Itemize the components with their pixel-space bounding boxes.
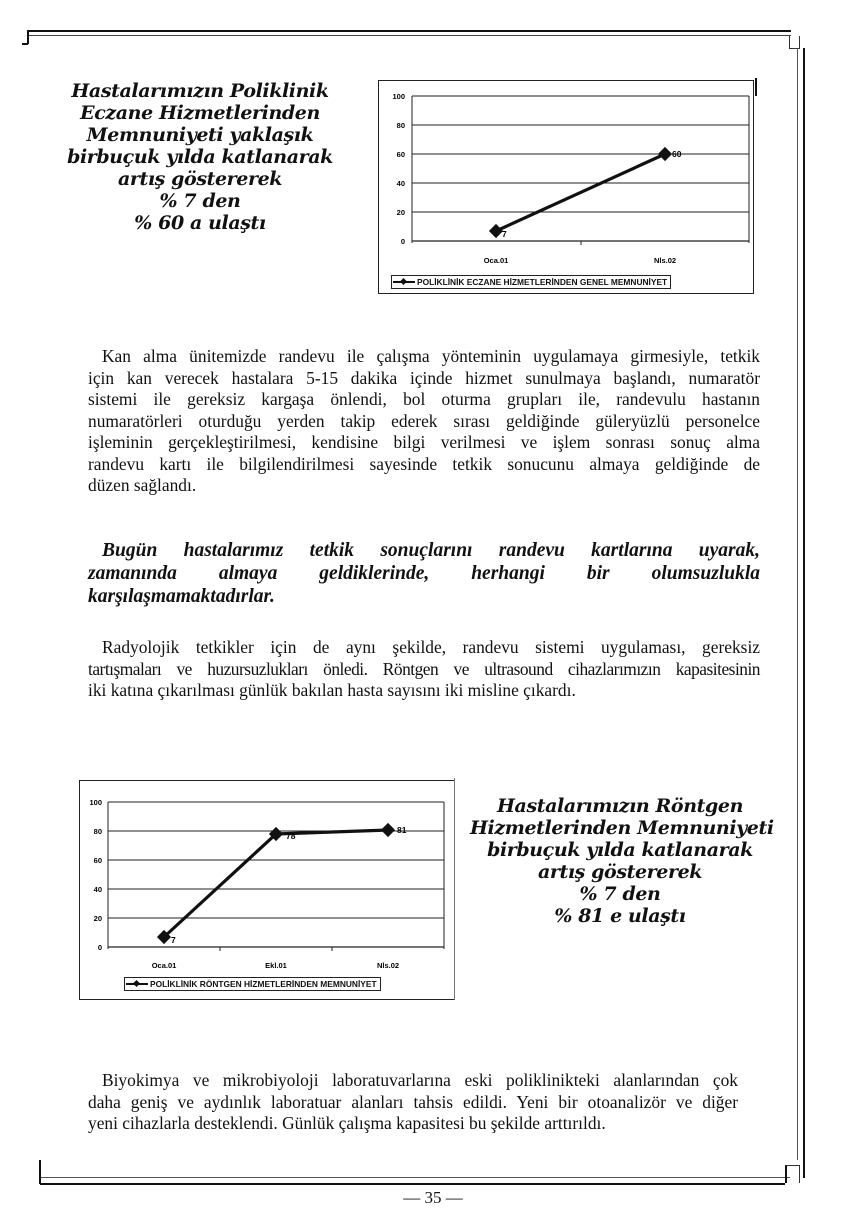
- svg-text:100: 100: [89, 798, 102, 807]
- legend-label: POLİKLİNİK RÖNTGEN HİZMETLERİNDEN MEMNUNİYET: [150, 979, 377, 989]
- text-line: karşılaşmamaktadırlar.: [88, 586, 275, 607]
- chart-plot: [379, 81, 753, 293]
- callout-line: Eczane Hizmetlerinden: [80, 102, 320, 124]
- text-line: daha geniş ve aydınlık laboratuar alanları tahsis edildi. Yeni bir otoanalizör ve diğer: [88, 1091, 738, 1112]
- chart-scan-edge: [755, 78, 757, 96]
- text-line: düzen sağlandı.: [88, 475, 197, 495]
- text-line: Radyolojik tetkikler için de aynı şekilde, randevu sistemi uygulaması, gereksiz: [102, 637, 760, 657]
- callout-line: Hastalarımızın Poliklinik: [71, 80, 329, 102]
- text-line: randevu kartı ile bilgilendirilmesi sayesinde tetkik sonucunu almaya geldiğinde de: [88, 453, 760, 474]
- callout-line: % 60 a ulaştı: [134, 212, 266, 234]
- svg-text:60: 60: [93, 856, 102, 865]
- text-line: sistemi ile gereksiz kargaşa önlendi, bol oturma grupları ile, randevulu hastanın: [88, 389, 760, 409]
- svg-text:78: 78: [286, 831, 296, 841]
- laboratory-paragraph: [88, 1070, 738, 1135]
- gridlines: [108, 802, 444, 951]
- svg-text:0: 0: [400, 237, 405, 246]
- chart-legend: [391, 275, 671, 289]
- y-tick-labels: [89, 798, 102, 952]
- svg-text:Nls.02: Nls.02: [376, 961, 400, 970]
- blood-draw-paragraph: [88, 346, 760, 497]
- callout-line: artış göstererek: [537, 861, 703, 883]
- chart-legend: [124, 977, 381, 991]
- callout-line: Hizmetlerinden Memnuniyeti: [470, 817, 774, 839]
- svg-text:60: 60: [672, 149, 682, 159]
- svg-text:80: 80: [93, 827, 102, 836]
- svg-text:40: 40: [93, 885, 102, 894]
- data-markers: [157, 823, 395, 944]
- page-border-corner-bottom-right: [785, 1165, 800, 1183]
- series-line: [164, 830, 388, 937]
- callout-line: Memnuniyeti yaklaşık: [86, 124, 314, 146]
- pharmacy-satisfaction-callout: [64, 80, 336, 234]
- svg-text:Nls.02: Nls.02: [653, 256, 677, 265]
- radiology-paragraph: [88, 637, 760, 702]
- callout-line: Hastalarımızın Röntgen: [496, 795, 743, 817]
- legend-label: POLİKLİNİK ECZANE HİZMETLERİNDEN GENEL MEMNUNİYET: [417, 277, 668, 287]
- gridlines: [412, 96, 749, 245]
- page-number: — 35 —: [403, 1188, 463, 1207]
- page-border-corner-bottom-left: [39, 1160, 41, 1184]
- x-tick-labels: [152, 961, 399, 970]
- page-border-corner-top-left: [27, 30, 29, 44]
- text-line: Biyokimya ve mikrobiyoloji laboratuvarlarına eski poliklinikteki alanlarından çok: [102, 1070, 738, 1090]
- page-border-top: [28, 30, 791, 32]
- pharmacy-satisfaction-chart: [378, 80, 754, 294]
- page-border-bottom: [40, 1183, 785, 1185]
- text-line: numaratörleri oturduğu yerden takip ederek sırası geldiğinde güleryüzlü personelce: [88, 410, 760, 431]
- text-line: zamanında almaya geldiklerinde, herhangi bir olumsuzlukla: [88, 563, 760, 584]
- series-line: [496, 154, 665, 231]
- emphasis-paragraph: [88, 539, 760, 608]
- callout-line: birbuçuk yılda katlanarak: [67, 146, 333, 168]
- text-line: iki katına çıkarılması günlük bakılan hasta sayısını iki misline çıkardı.: [88, 680, 576, 700]
- legend-line-diamond-icon: [126, 980, 148, 988]
- callout-line: artış göstererek: [117, 168, 283, 190]
- text-line: Bugün hastalarımız tetkik sonuçlarını randevu kartlarına uyarak,: [102, 540, 760, 561]
- page-border-corner-top-left-foot: [22, 43, 28, 45]
- svg-text:20: 20: [93, 914, 102, 923]
- y-tick-labels: [392, 92, 405, 246]
- svg-text:Ekl.01: Ekl.01: [265, 961, 287, 970]
- radiology-satisfaction-chart: [79, 780, 455, 1000]
- chart-scan-edge: [454, 778, 455, 1000]
- callout-line: % 7 den: [159, 190, 241, 212]
- svg-text:60: 60: [396, 150, 405, 159]
- svg-text:20: 20: [396, 208, 405, 217]
- legend-line-diamond-icon: [393, 278, 415, 286]
- chart-plot: [80, 781, 454, 999]
- page-border-top-inner: [28, 35, 791, 36]
- page-border-right: [803, 48, 805, 1178]
- data-labels: [502, 149, 682, 239]
- page-border-right-inner: [797, 48, 798, 1160]
- svg-text:81: 81: [397, 825, 407, 835]
- callout-line: % 81 e ulaştı: [554, 905, 686, 927]
- svg-text:0: 0: [97, 943, 102, 952]
- svg-text:100: 100: [392, 92, 405, 101]
- text-line: yeni cihazlarla desteklendi. Günlük çalışma kapasitesi bu şekilde arttırıldı.: [88, 1113, 606, 1133]
- text-line: tartışmaları ve huzursuzlukları önledi. Röntgen ve ultrasound cihazlarımızın kapasitesinin: [88, 658, 760, 679]
- svg-text:Oca.01: Oca.01: [151, 961, 177, 970]
- svg-text:40: 40: [396, 179, 405, 188]
- svg-text:80: 80: [396, 121, 405, 130]
- svg-text:7: 7: [502, 229, 507, 239]
- callout-line: birbuçuk yılda katlanarak: [487, 839, 753, 861]
- callout-line: % 7 den: [579, 883, 661, 905]
- data-labels: [171, 825, 407, 945]
- svg-text:Oca.01: Oca.01: [483, 256, 509, 265]
- x-tick-labels: [484, 256, 676, 265]
- page-border-corner-top-right: [789, 36, 800, 49]
- page-border-bottom-inner: [40, 1177, 790, 1178]
- text-line: için kan verecek hastalara 5-15 dakika içinde hizmet sunulmaya başlandı, numaratör: [88, 367, 760, 388]
- text-line: Kan alma ünitemizde randevu ile çalışma yönteminin uygulamaya girmesiyle, tetkik: [102, 346, 760, 366]
- radiology-satisfaction-callout: [470, 795, 774, 927]
- text-line: işleminin gerçekleştirilmesi, kendisine bilgi verilmesi ve işlem sonrası sonuç alma: [88, 432, 760, 452]
- svg-text:7: 7: [171, 935, 176, 945]
